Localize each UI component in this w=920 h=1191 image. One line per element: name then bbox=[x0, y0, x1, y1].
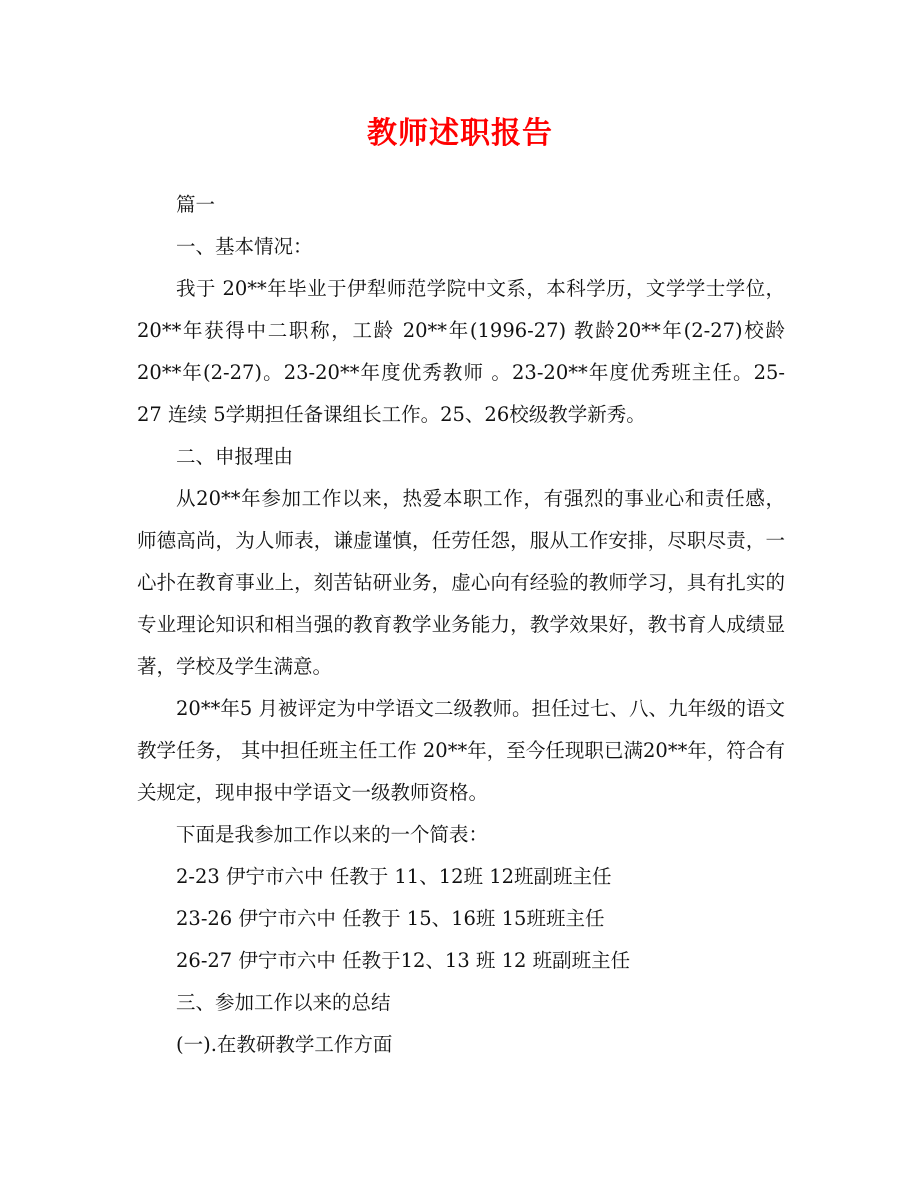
history-row: 2-23 伊宁市六中 任教于 11、12班 12班副班主任 bbox=[176, 865, 612, 888]
document-body bbox=[137, 184, 785, 1066]
heading-basic-info: 一、基本情况： bbox=[176, 235, 313, 258]
heading-application-reason: 二、申报理由 bbox=[176, 445, 294, 468]
section-label-part-one: 篇一 bbox=[176, 193, 216, 216]
paragraph-work-attitude: 从20**年参加工作以来，热爱本职工作，有强烈的事业心和责任感，师德高尚，为人师表，谦虚谨慎，任劳任怨，服从工作安排，尽职尽责，一心扑在教育事业上，刻苦钻研业务，虚心向有经验的教师学习，具有扎实的专业理论知识和相当强的教育教学业务能力，教学效果好，教书育人成绩显著，学校及学生满意。 bbox=[137, 487, 785, 678]
heading-work-summary: 三、参加工作以来的总结 bbox=[176, 991, 391, 1014]
paragraph-qualification: 20**年5 月被评定为中学语文二级教师。担任过七、八、九年级的语文教学任务， 其中担任班主任工作 20**年，至今任现职已满20**年，符合有关规定，现申报中学语文一级教师资格。 bbox=[137, 697, 785, 804]
paragraph-basic-info: 我于 20**年毕业于伊犁师范学院中文系，本科学历，文学学士学位，20**年获得中二职称，工龄 20**年(1996-27) 教龄20**年(2-27)校龄20**年(2-27)。23-20**年度优秀教师 。23-20**年度优秀班主任。25-27 连续 5学期担任备课组长工作。25、26校级教学新秀。 bbox=[137, 277, 785, 426]
history-row: 23-26 伊宁市六中 任教于 15、16班 15班班主任 bbox=[176, 907, 605, 930]
paragraph-table-intro: 下面是我参加工作以来的一个简表： bbox=[176, 823, 489, 846]
subheading-teaching-research: (一).在教研教学工作方面 bbox=[176, 1033, 393, 1056]
document-title: 教师述职报告 bbox=[367, 116, 553, 151]
history-row: 26-27 伊宁市六中 任教于12、13 班 12 班副班主任 bbox=[176, 949, 631, 972]
